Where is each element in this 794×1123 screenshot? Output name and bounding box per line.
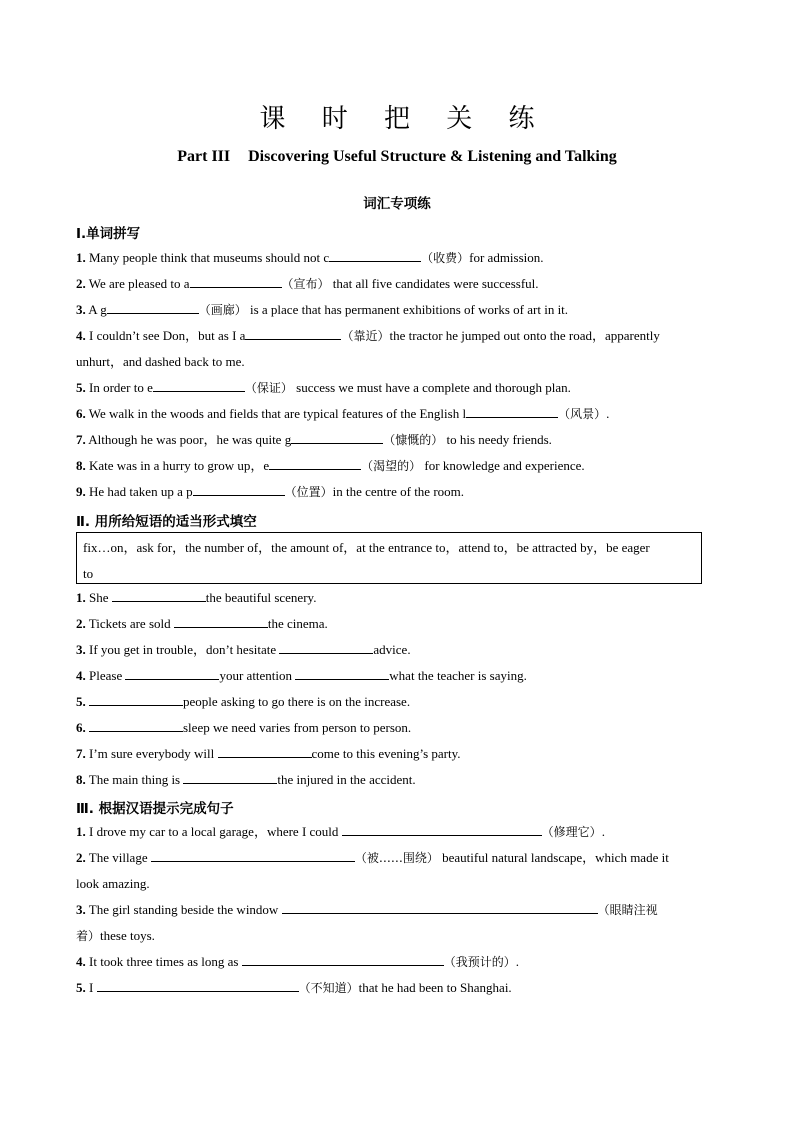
answer-blank[interactable] [218, 744, 312, 758]
subtitle-text: Discovering Useful Structure & Listening and Talking [248, 148, 617, 165]
answer-blank[interactable] [329, 248, 421, 262]
answer-blank[interactable] [291, 430, 383, 444]
answer-blank[interactable] [466, 404, 558, 418]
s3-item-1: 1. I drove my car to a local garage，where I could （修理它）. [76, 824, 605, 839]
s1-item-3: 3. A g （画廊） is a place that has permanent exhibitions of works of art in it. [76, 302, 569, 317]
s1-item-8: 8. Kate was in a hurry to grow up，e （渴望的） for knowledge and experience. [76, 458, 585, 473]
s1-item-4: 4. I couldn’t see Don，but as I a （靠近）the tractor he jumped out onto the road，apparently [76, 328, 660, 343]
s1-item-7: 7. Although he was poor，he was quite g （慷慨的） to his needy friends. [76, 432, 552, 447]
s1-item-9: 9. He had taken up a p （位置）in the centre of the room. [76, 484, 465, 499]
page-subtitle [0, 148, 794, 166]
section3-heading: Ⅲ. 根据汉语提示完成句子 [76, 801, 234, 817]
s3-item-5: 5. I （不知道）that he had been to Shanghai. [76, 980, 512, 995]
phrase-list-line1: fix…on，ask for，the number of，the amount of，at the entrance to，attend to，be attracted by，be eager [83, 540, 650, 555]
s1-item-4-cont: unhurt，and dashed back to me. [76, 354, 245, 369]
answer-blank[interactable] [112, 588, 206, 602]
s1-item-6: 6. We walk in the woods and fields that are typical features of the English l （风景）. [76, 406, 610, 421]
answer-blank[interactable] [242, 952, 444, 966]
phrase-list-line2: to [83, 566, 94, 581]
s1-item-2: 2. We are pleased to a （宣布） that all five candidates were successful. [76, 276, 539, 291]
answer-blank[interactable] [183, 770, 277, 784]
answer-blank[interactable] [89, 718, 183, 732]
s3-item-2: 2. The village （被……围绕） beautiful natural landscape，which made it [76, 850, 669, 865]
s1-item-1: 1. Many people think that museums should not c （收费）for admission. [76, 250, 544, 265]
s2-item-3: 3. If you get in trouble，don’t hesitate advice. [76, 642, 411, 657]
answer-blank[interactable] [295, 666, 389, 680]
answer-blank[interactable] [97, 978, 299, 992]
vocab-section-title: 词汇专项练 [363, 196, 431, 212]
s3-item-2-cont: look amazing. [76, 876, 150, 891]
answer-blank[interactable] [190, 274, 282, 288]
answer-blank[interactable] [342, 822, 542, 836]
section1-heading: Ⅰ.单词拼写 [76, 226, 141, 242]
answer-blank[interactable] [107, 300, 199, 314]
answer-blank[interactable] [153, 378, 245, 392]
section2-heading: Ⅱ. 用所给短语的适当形式填空 [76, 514, 257, 530]
s2-item-2: 2. Tickets are sold the cinema. [76, 616, 328, 631]
s2-item-5: 5. people asking to go there is on the increase. [76, 694, 411, 709]
s3-item-3-cont: 着）these toys. [76, 928, 155, 943]
s2-item-7: 7. I’m sure everybody will come to this evening’s party. [76, 746, 461, 761]
answer-blank[interactable] [245, 326, 341, 340]
answer-blank[interactable] [125, 666, 219, 680]
part-label: Part III [177, 148, 231, 165]
answer-blank[interactable] [89, 692, 183, 706]
page-title: 课 时 把 关 练 [259, 104, 549, 134]
answer-blank[interactable] [174, 614, 268, 628]
answer-blank[interactable] [269, 456, 361, 470]
s1-item-5: 5. In order to e （保证） success we must have a complete and thorough plan. [76, 380, 571, 395]
s3-item-3: 3. The girl standing beside the window （眼睛注视 [76, 902, 658, 917]
answer-blank[interactable] [193, 482, 285, 496]
answer-blank[interactable] [279, 640, 373, 654]
answer-blank[interactable] [151, 848, 355, 862]
s3-item-4: 4. It took three times as long as （我预计的）. [76, 954, 519, 969]
s2-item-6: 6. sleep we need varies from person to person. [76, 720, 412, 735]
phrase-box [76, 532, 702, 584]
answer-blank[interactable] [282, 900, 598, 914]
s2-item-1: 1. She the beautiful scenery. [76, 590, 317, 605]
s2-item-8: 8. The main thing is the injured in the accident. [76, 772, 416, 787]
s2-item-4: 4. Please your attention what the teacher is saying. [76, 668, 527, 683]
